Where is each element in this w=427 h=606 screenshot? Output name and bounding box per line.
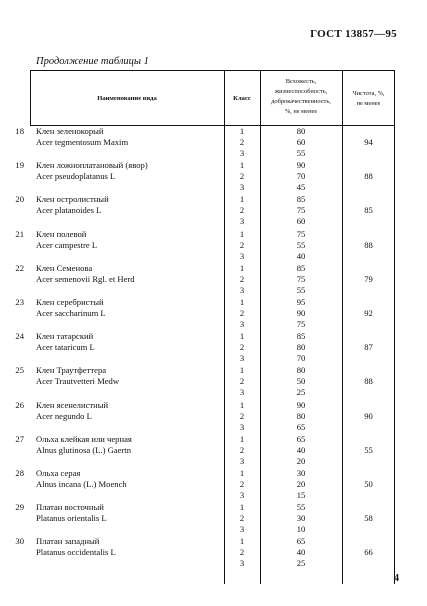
row-number: 21 xyxy=(15,228,24,239)
page-number: 4 xyxy=(394,573,399,584)
table-row xyxy=(15,262,395,297)
class-value: 2 xyxy=(239,547,245,558)
germination-header-line: доброкачественность, xyxy=(271,98,331,105)
species-name-latin: Acer tegmentosum Maxim xyxy=(36,137,129,147)
germination-value: 55 xyxy=(296,239,306,250)
germination-value: 90 xyxy=(296,160,306,171)
class-value: 1 xyxy=(239,228,245,239)
germination-value: 75 xyxy=(296,205,306,216)
species-name-latin: Acer platanoides L xyxy=(36,205,102,216)
germination-value: 85 xyxy=(296,194,306,205)
germination-value: 20 xyxy=(296,478,306,489)
table-row xyxy=(15,399,395,434)
germination-value: 70 xyxy=(296,171,306,182)
germination-values xyxy=(260,536,342,569)
germination-value: 40 xyxy=(296,547,306,558)
species-name xyxy=(36,297,106,319)
germination-value: 65 xyxy=(296,536,306,547)
purity-value: 92 xyxy=(364,307,373,318)
germination-values xyxy=(260,297,342,330)
species-name xyxy=(36,263,135,285)
row-number: 22 xyxy=(15,262,24,273)
class-value: 2 xyxy=(239,137,245,147)
table-row xyxy=(15,536,395,570)
germination-value: 40 xyxy=(296,250,306,261)
class-values xyxy=(224,468,260,501)
column-header-purity xyxy=(342,89,395,109)
germination-value: 55 xyxy=(296,502,306,513)
germination-value: 75 xyxy=(296,318,306,329)
germination-values xyxy=(260,400,342,433)
class-values xyxy=(224,263,260,296)
class-values xyxy=(224,365,260,398)
germination-header-line: %, не менее xyxy=(284,108,318,115)
class-value: 3 xyxy=(239,455,245,466)
germination-value: 60 xyxy=(296,216,306,227)
species-name xyxy=(36,536,116,558)
class-value: 3 xyxy=(239,353,245,364)
species-name xyxy=(36,331,95,353)
row-number: 26 xyxy=(15,399,24,410)
germination-value: 90 xyxy=(296,399,306,410)
column-header-name: Наименование вида xyxy=(97,95,157,102)
class-value: 1 xyxy=(239,399,245,410)
germination-values xyxy=(260,502,342,535)
class-values xyxy=(224,400,260,433)
class-value: 3 xyxy=(239,182,245,193)
class-value: 2 xyxy=(239,239,245,250)
class-value: 1 xyxy=(239,433,245,444)
species-name-latin: Acer negundo L xyxy=(36,410,92,421)
species-name-russian: Клен зеленокорый xyxy=(36,126,104,136)
species-name-latin: Acer tataricum L xyxy=(36,342,95,353)
class-value: 3 xyxy=(239,318,245,329)
germination-value: 25 xyxy=(296,387,306,398)
species-name xyxy=(36,502,107,524)
class-values xyxy=(224,126,260,159)
purity-value: 55 xyxy=(364,444,373,455)
class-values xyxy=(224,536,260,569)
species-name-russian: Клен ложноплатановый (явор) xyxy=(36,160,148,171)
germination-header-line: Всхожесть, xyxy=(285,78,317,85)
column-header-class: Класс xyxy=(233,95,251,102)
germination-value: 20 xyxy=(296,455,306,466)
class-value: 2 xyxy=(239,478,245,489)
row-number: 25 xyxy=(15,365,24,376)
class-value: 2 xyxy=(239,171,245,182)
class-value: 2 xyxy=(239,342,245,353)
purity-value: 66 xyxy=(364,547,373,558)
species-name-russian: Платан западный xyxy=(36,536,100,547)
class-value: 3 xyxy=(239,216,245,227)
species-name-russian: Клен остролистный xyxy=(36,194,109,205)
table-header xyxy=(30,71,395,126)
species-name-russian: Клен ясенелистный xyxy=(36,399,109,410)
class-value: 3 xyxy=(239,524,245,535)
class-values xyxy=(224,194,260,227)
table-row xyxy=(15,433,395,468)
class-value: 1 xyxy=(239,296,245,307)
germination-values xyxy=(260,126,342,159)
species-name-latin: Acer campestre L xyxy=(36,239,98,250)
row-number: 18 xyxy=(15,126,24,136)
species-name-latin: Acer Trautvetteri Medw xyxy=(36,376,120,387)
class-value: 1 xyxy=(239,467,245,478)
species-name-latin: Acer pseudoplatanus L xyxy=(36,171,116,182)
purity-header-line: Чистота, %, xyxy=(352,90,385,97)
class-values xyxy=(224,160,260,193)
species-name-latin: Acer saccharinum L xyxy=(36,307,106,318)
species-name xyxy=(36,160,148,182)
species-name-russian: Платан восточный xyxy=(36,502,104,513)
germination-value: 65 xyxy=(296,433,306,444)
species-name-russian: Ольха серая xyxy=(36,467,81,478)
purity-value: 85 xyxy=(364,205,373,216)
purity-value: 88 xyxy=(364,376,373,387)
germination-header-line: жизнеспособность, xyxy=(274,88,328,95)
class-value: 2 xyxy=(239,410,245,421)
germination-value: 25 xyxy=(296,558,306,569)
class-value: 3 xyxy=(239,387,245,398)
species-name-latin: Platanus occidentalis L xyxy=(36,547,116,558)
germination-value: 40 xyxy=(296,444,306,455)
row-number: 20 xyxy=(15,194,24,205)
species-name-russian: Клен Траутфеттера xyxy=(36,365,107,376)
table-row xyxy=(15,228,395,263)
germination-value: 10 xyxy=(296,524,306,535)
class-values xyxy=(224,502,260,535)
species-name xyxy=(36,434,132,456)
row-number: 19 xyxy=(15,160,24,171)
class-value: 1 xyxy=(239,331,245,342)
table-row xyxy=(15,160,395,194)
class-value: 3 xyxy=(239,284,245,295)
class-value: 1 xyxy=(239,126,245,136)
class-value: 2 xyxy=(239,376,245,387)
germination-values xyxy=(260,160,342,193)
document-header: ГОСТ 13857—95 xyxy=(310,28,397,40)
germination-value: 55 xyxy=(296,148,306,158)
purity-value: 50 xyxy=(364,478,373,489)
germination-values xyxy=(260,263,342,296)
purity-value: 87 xyxy=(364,342,373,353)
purity-value: 58 xyxy=(364,513,373,524)
class-value: 1 xyxy=(239,536,245,547)
class-value: 2 xyxy=(239,513,245,524)
species-name xyxy=(36,194,109,216)
germination-value: 70 xyxy=(296,353,306,364)
column-header-germination xyxy=(260,77,342,117)
class-value: 1 xyxy=(239,194,245,205)
germination-values xyxy=(260,331,342,364)
germination-value: 75 xyxy=(296,228,306,239)
class-value: 2 xyxy=(239,444,245,455)
species-name-latin: Platanus orientalis L xyxy=(36,513,107,524)
species-name xyxy=(36,468,127,490)
purity-value: 88 xyxy=(364,239,373,250)
row-number: 24 xyxy=(15,331,24,342)
germination-values xyxy=(260,194,342,227)
purity-header-line: не менее xyxy=(356,100,381,107)
germination-value: 80 xyxy=(296,365,306,376)
germination-value: 85 xyxy=(296,331,306,342)
table-row xyxy=(15,467,395,502)
germination-values xyxy=(260,468,342,501)
species-name-russian: Клен полевой xyxy=(36,228,87,239)
germination-value: 80 xyxy=(296,342,306,353)
row-number: 28 xyxy=(15,467,24,478)
row-number: 27 xyxy=(15,433,24,444)
germination-value: 85 xyxy=(296,262,306,273)
germination-values xyxy=(260,434,342,467)
species-name-latin: Alnus incana (L.) Moench xyxy=(36,478,127,489)
species-name-russian: Ольха клейкая или черная xyxy=(36,433,132,444)
table-row xyxy=(15,194,395,228)
class-value: 1 xyxy=(239,502,245,513)
germination-table xyxy=(15,70,395,584)
class-value: 1 xyxy=(239,262,245,273)
purity-value: 90 xyxy=(364,410,373,421)
table-row xyxy=(15,126,395,160)
class-value: 3 xyxy=(239,148,245,158)
row-number: 23 xyxy=(15,296,24,307)
row-number: 29 xyxy=(15,502,24,513)
germination-value: 30 xyxy=(296,467,306,478)
table-body xyxy=(15,126,395,570)
table-continuation-caption: Продолжение таблицы 1 xyxy=(36,56,149,67)
class-value: 1 xyxy=(239,160,245,171)
species-name xyxy=(36,229,97,251)
species-name-latin: Alnus glutinosa (L.) Gaertn xyxy=(36,444,131,455)
species-name xyxy=(36,126,128,148)
germination-value: 90 xyxy=(296,307,306,318)
germination-value: 55 xyxy=(296,284,306,295)
table-row xyxy=(15,296,395,331)
row-number: 30 xyxy=(15,536,24,547)
class-value: 1 xyxy=(239,365,245,376)
germination-value: 80 xyxy=(296,410,306,421)
germination-value: 50 xyxy=(296,376,306,387)
germination-value: 45 xyxy=(296,182,306,193)
germination-value: 75 xyxy=(296,273,306,284)
class-value: 3 xyxy=(239,250,245,261)
species-name-russian: Клен татарский xyxy=(36,331,94,342)
purity-value: 88 xyxy=(364,171,373,182)
species-name-russian: Клен Семенова xyxy=(36,262,93,273)
germination-value: 30 xyxy=(296,513,306,524)
class-value: 2 xyxy=(239,307,245,318)
class-value: 2 xyxy=(239,205,245,216)
class-value: 3 xyxy=(239,558,245,569)
germination-values xyxy=(260,365,342,398)
class-values xyxy=(224,434,260,467)
germination-value: 65 xyxy=(296,421,306,432)
species-name xyxy=(36,365,119,387)
germination-values xyxy=(260,229,342,262)
class-values xyxy=(224,331,260,364)
purity-value: 79 xyxy=(364,273,373,284)
species-name-russian: Клен серебристый xyxy=(36,296,104,307)
class-value: 2 xyxy=(239,273,245,284)
species-name-latin: Acer semenovii Rgl. et Herd xyxy=(36,273,135,284)
class-value: 3 xyxy=(239,489,245,500)
class-value: 3 xyxy=(239,421,245,432)
class-values xyxy=(224,297,260,330)
species-name xyxy=(36,400,108,422)
germination-value: 60 xyxy=(296,137,306,147)
table-row xyxy=(15,331,395,365)
purity-value: 94 xyxy=(364,137,373,147)
germination-value: 95 xyxy=(296,296,306,307)
germination-value: 15 xyxy=(296,489,306,500)
germination-value: 80 xyxy=(296,126,306,136)
table-row xyxy=(15,365,395,399)
table-row xyxy=(15,502,395,536)
class-values xyxy=(224,229,260,262)
